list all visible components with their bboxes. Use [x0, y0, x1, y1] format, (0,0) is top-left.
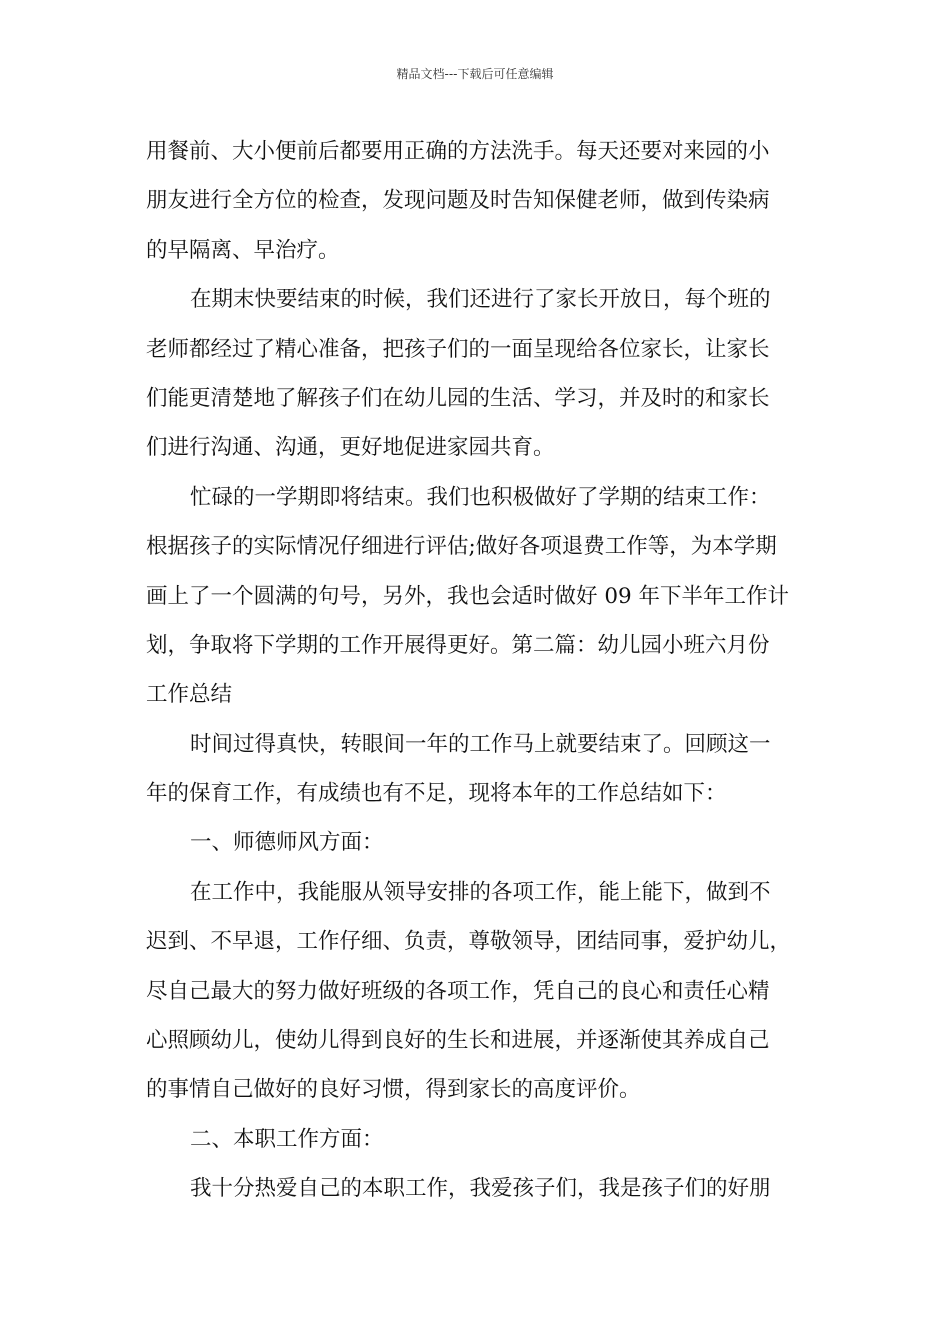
text-line: 心照顾幼儿，使幼儿得到良好的生长和进展，并逐渐使其养成自己	[146, 1028, 770, 1054]
text-line: 一、师德师风方面：	[190, 830, 384, 856]
text-line: 迟到、不早退，工作仔细、负责，尊敬领导，团结同事，爱护幼儿，	[146, 929, 792, 955]
text-line: 老师都经过了精心准备，把孩子们的一面呈现给各位家长，让家长	[146, 336, 770, 362]
text-line: 时间过得真快，转眼间一年的工作马上就要结束了。回顾这一	[190, 731, 771, 757]
body-text	[146, 132, 810, 1219]
text-line: 二、本职工作方面：	[190, 1126, 384, 1152]
text-line: 的早隔离、早治疗。	[146, 237, 340, 263]
text-line: 用餐前、大小便前后都要用正确的方法洗手。每天还要对来园的小	[146, 139, 770, 164]
text-line: 尽自己最大的努力做好班级的各项工作，凭自己的良心和责任心精	[146, 978, 770, 1004]
text-line: 忙碌的一学期即将结束。我们也积极做好了学期的结束工作：	[190, 484, 771, 510]
text-line: 年的保育工作，有成绩也有不足，现将本年的工作总结如下：	[146, 781, 727, 807]
text-line: 画上了一个圆满的句号，另外，我也会适时做好 09 年下半年工作计	[146, 583, 790, 609]
text-line: 划，争取将下学期的工作开展得更好。第二篇：幼儿园小班六月份	[146, 632, 770, 658]
text-line: 我十分热爱自己的本职工作，我爱孩子们，我是孩子们的好朋	[190, 1176, 771, 1202]
text-line: 们进行沟通、沟通，更好地促进家园共育。	[146, 435, 555, 461]
text-line: 的事情自己做好的良好习惯，得到家长的高度评价。	[146, 1077, 641, 1103]
text-line: 工作总结	[146, 682, 233, 708]
text-line: 们能更清楚地了解孩子们在幼儿园的生活、学习，并及时的和家长	[146, 385, 770, 411]
text-line: 根据孩子的实际情况仔细进行评估;做好各项退费工作等，为本学期	[146, 534, 777, 560]
text-line: 在工作中，我能服从领导安排的各项工作，能上能下，做到不	[190, 879, 771, 905]
text-line: 在期末快要结束的时候，我们还进行了家长开放日，每个班的	[190, 287, 771, 313]
text-line: 朋友进行全方位的检查，发现问题及时告知保健老师，做到传染病	[146, 188, 770, 214]
page-header: 精品文档---下载后可任意编辑	[396, 67, 554, 81]
